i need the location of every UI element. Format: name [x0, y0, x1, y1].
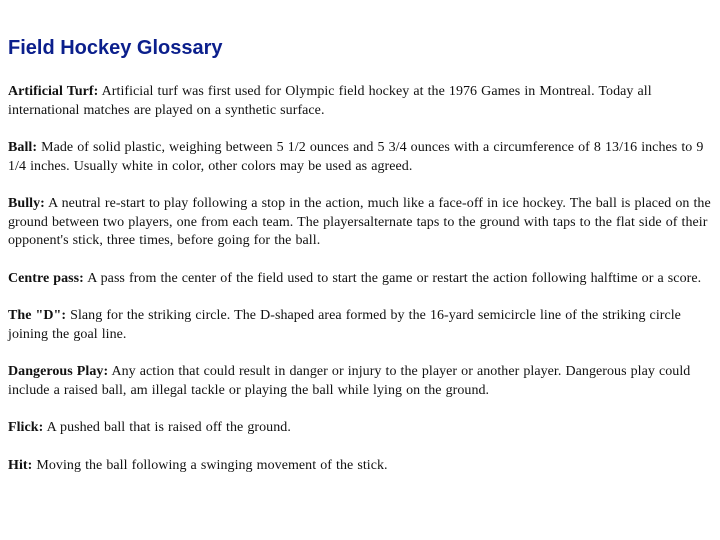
- glossary-term: Centre pass:: [8, 270, 84, 286]
- glossary-entry-dangerous-play: [8, 363, 712, 400]
- glossary-entry-bully: [8, 195, 712, 251]
- glossary-term: Flick:: [8, 420, 44, 435]
- glossary-entry-the-d: [8, 307, 712, 344]
- glossary-term: Dangerous Play:: [8, 364, 109, 379]
- glossary-term: Hit:: [8, 457, 33, 473]
- glossary-entry-hit: [8, 457, 712, 476]
- glossary-entry-artificial-turf: [8, 83, 712, 120]
- glossary-definition: Artificial turf was first used for Olympic field hockey at the 1976 Games in Montreal. Today all international matches are played on a synthetic surface.: [8, 84, 652, 118]
- glossary-definition: Moving the ball following a swinging movement of the stick.: [36, 457, 388, 473]
- glossary-entry-centre-pass: [8, 270, 712, 289]
- glossary-term: Bully:: [8, 196, 45, 211]
- page-title: Field Hockey Glossary: [8, 37, 223, 59]
- glossary-definition: A pass from the center of the field used to start the game or restart the action following halftime or a score.: [87, 270, 702, 286]
- glossary-term: Ball:: [8, 140, 38, 155]
- glossary-term: The "D":: [8, 308, 67, 323]
- glossary-definition: A neutral re-start to play following a stop in the action, much like a face-off in ice hockey. The ball is placed on the ground between two players, one from each team. The playersalternate taps to the ground with taps to the flat side of their opponent's stick, three times, before going for the ball.: [8, 196, 711, 248]
- glossary-definition: A pushed ball that is raised off the ground.: [46, 420, 291, 435]
- glossary-term: Artificial Turf:: [8, 84, 99, 99]
- glossary-entry-flick: [8, 419, 712, 438]
- glossary-definition: Any action that could result in danger or injury to the player or another player. Dangerous play could include a raised ball, am illegal tackle or playing the ball while lying on the ground.: [8, 364, 691, 398]
- glossary-entry-ball: [8, 139, 712, 176]
- glossary-definition: Slang for the striking circle. The D-shaped area formed by the 16-yard semicircle line of the striking circle joining the goal line.: [8, 308, 681, 342]
- glossary-definition: Made of solid plastic, weighing between 5 1/2 ounces and 5 3/4 ounces with a circumference of 8 13/16 inches to 9 1/4 inches. Usually white in color, other colors may be used as agreed.: [8, 140, 704, 174]
